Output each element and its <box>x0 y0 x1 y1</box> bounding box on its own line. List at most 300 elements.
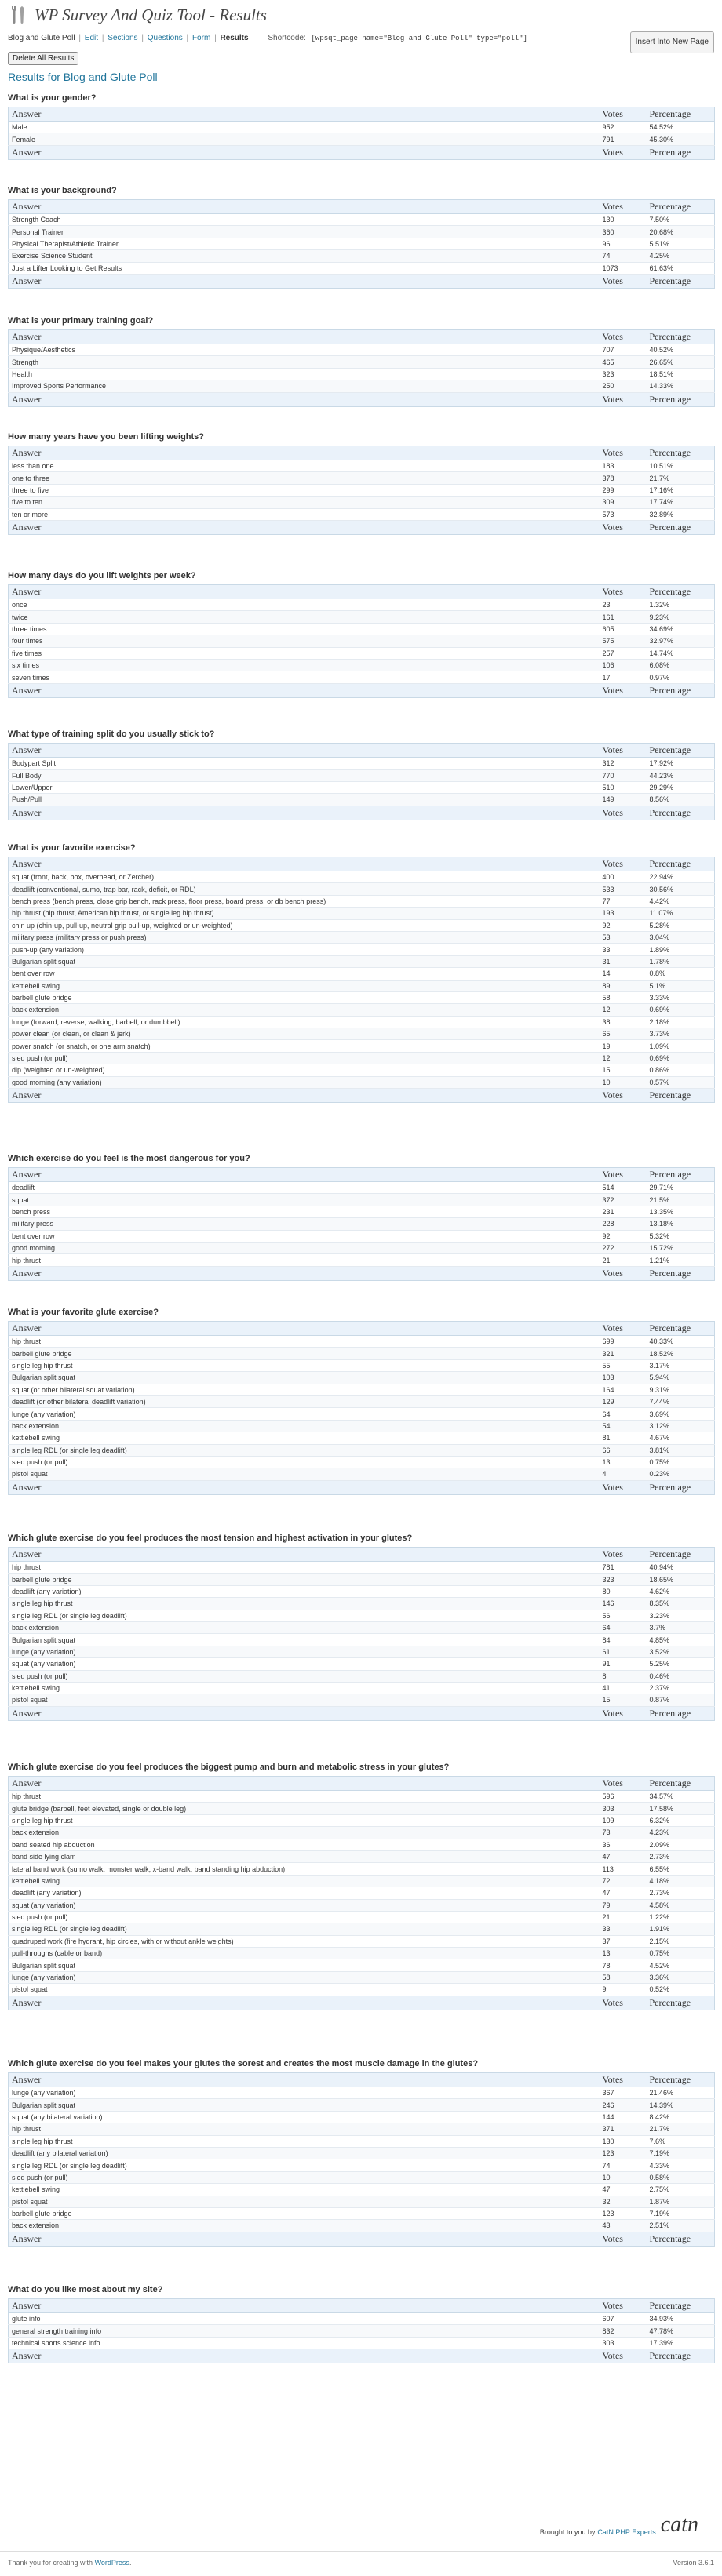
answer-cell: lunge (any variation) <box>9 1408 600 1420</box>
votes-cell: 10 <box>600 2171 647 2183</box>
results-table <box>8 1321 715 1495</box>
table-row <box>9 2325 715 2337</box>
percentage-cell: 5.94% <box>647 1372 715 1384</box>
percentage-cell: 32.89% <box>647 508 715 520</box>
votes-cell: 64 <box>600 1621 647 1633</box>
answer-cell: lunge (any variation) <box>9 1646 600 1657</box>
answer-cell: power clean (or clean, or clean & jerk) <box>9 1028 600 1040</box>
table-row <box>9 1444 715 1456</box>
table-row <box>9 1016 715 1028</box>
percentage-cell: 44.23% <box>647 770 715 781</box>
votes-cell: 9 <box>600 1984 647 1996</box>
column-header-answer: Answer <box>9 107 600 122</box>
answer-cell: Push/Pull <box>9 794 600 806</box>
column-header-percentage: Percentage <box>647 1266 715 1280</box>
question-title: Which glute exercise do you feel produces the most tension and highest activation in your glutes? <box>8 1534 413 1543</box>
table-row <box>9 1911 715 1923</box>
column-header-answer: Answer <box>9 1480 600 1494</box>
answer-cell: kettlebell swing <box>9 1682 600 1694</box>
column-header-answer: Answer <box>9 1168 600 1182</box>
table-row <box>9 781 715 793</box>
question-block <box>8 726 714 820</box>
percentage-cell: 10.51% <box>647 460 715 472</box>
table-row <box>9 794 715 806</box>
percentage-cell: 3.23% <box>647 1610 715 1621</box>
answer-cell: pistol squat <box>9 1694 600 1706</box>
nav-results-current: Results <box>220 34 249 42</box>
percentage-cell: 47.78% <box>647 2325 715 2337</box>
percentage-cell: 3.69% <box>647 1408 715 1420</box>
column-header-answer: Answer <box>9 200 600 214</box>
answer-cell: hip thrust <box>9 1254 600 1266</box>
percentage-cell: 17.16% <box>647 484 715 496</box>
column-header-percentage: Percentage <box>647 1777 715 1791</box>
table-row <box>9 1682 715 1694</box>
percentage-cell: 17.58% <box>647 1803 715 1814</box>
question-block <box>8 1530 714 1721</box>
tools-icon <box>8 4 28 26</box>
votes-cell: 250 <box>600 380 647 392</box>
answer-cell: barbell glute bridge <box>9 1574 600 1585</box>
column-header-percentage: Percentage <box>647 857 715 871</box>
votes-cell: 47 <box>600 1887 647 1899</box>
table-row <box>9 344 715 356</box>
answer-cell: military press <box>9 1218 600 1230</box>
question-title: How many days do you lift weights per week? <box>8 571 196 580</box>
answer-cell: squat <box>9 1194 600 1206</box>
answer-cell: lunge (any variation) <box>9 2087 600 2099</box>
table-row <box>9 758 715 770</box>
percentage-cell: 4.58% <box>647 1899 715 1911</box>
votes-cell: 61 <box>600 1646 647 1657</box>
question-block <box>8 2281 714 2363</box>
percentage-cell: 2.51% <box>647 2220 715 2232</box>
table-row <box>9 1850 715 1862</box>
percentage-cell: 1.32% <box>647 599 715 611</box>
nav-form-link[interactable]: Form <box>191 34 211 42</box>
percentage-cell: 18.52% <box>647 1348 715 1359</box>
percentage-cell: 26.65% <box>647 356 715 368</box>
table-row <box>9 133 715 145</box>
column-header-percentage: Percentage <box>647 1548 715 1562</box>
table-row <box>9 1194 715 1206</box>
column-header-answer: Answer <box>9 520 600 534</box>
votes-cell: 72 <box>600 1875 647 1887</box>
column-header-votes: Votes <box>600 1089 647 1103</box>
table-row <box>9 770 715 781</box>
results-table <box>8 1776 715 2010</box>
answer-cell: one to three <box>9 472 600 484</box>
column-header-votes: Votes <box>600 1777 647 1791</box>
percentage-cell: 2.75% <box>647 2184 715 2196</box>
percentage-cell: 2.18% <box>647 1016 715 1028</box>
question-block <box>8 1150 714 1281</box>
answer-cell: Bulgarian split squat <box>9 955 600 967</box>
votes-cell: 144 <box>600 2111 647 2123</box>
answer-cell: four times <box>9 635 600 647</box>
answer-cell: Personal Trainer <box>9 226 600 238</box>
answer-cell: squat (front, back, box, overhead, or Zercher) <box>9 871 600 883</box>
table-row <box>9 1791 715 1803</box>
answer-cell: single leg RDL (or single leg deadlift) <box>9 1610 600 1621</box>
column-header-votes: Votes <box>600 1706 647 1720</box>
column-header-answer: Answer <box>9 2232 600 2246</box>
admin-footer: Thank you for creating with WordPress. Version 3.6.1 <box>0 2551 722 2576</box>
table-row <box>9 2147 715 2159</box>
votes-cell: 323 <box>600 368 647 380</box>
answer-cell: Bodypart Split <box>9 758 600 770</box>
answer-cell: single leg hip thrust <box>9 1598 600 1610</box>
percentage-cell: 34.93% <box>647 2313 715 2325</box>
table-row <box>9 919 715 931</box>
column-header-votes: Votes <box>600 330 647 344</box>
answer-cell: Physical Therapist/Athletic Trainer <box>9 238 600 249</box>
table-row <box>9 1694 715 1706</box>
answer-cell: Lower/Upper <box>9 781 600 793</box>
votes-cell: 952 <box>600 122 647 133</box>
percentage-cell: 40.94% <box>647 1562 715 1574</box>
percentage-cell: 4.25% <box>647 250 715 262</box>
percentage-cell: 4.23% <box>647 1827 715 1839</box>
column-header-votes: Votes <box>600 1480 647 1494</box>
answer-cell: sled push (or pull) <box>9 1670 600 1682</box>
percentage-cell: 3.81% <box>647 1444 715 1456</box>
percentage-cell: 0.46% <box>647 1670 715 1682</box>
percentage-cell: 0.52% <box>647 1984 715 1996</box>
table-row <box>9 214 715 226</box>
nav-sections-link[interactable]: Sections <box>108 34 138 42</box>
percentage-cell: 15.72% <box>647 1242 715 1253</box>
table-row <box>9 2123 715 2135</box>
table-row <box>9 1004 715 1016</box>
votes-cell: 58 <box>600 1971 647 1983</box>
answer-cell: squat (or other bilateral squat variation) <box>9 1384 600 1395</box>
table-row <box>9 599 715 611</box>
votes-cell: 770 <box>600 770 647 781</box>
table-row <box>9 356 715 368</box>
answer-cell: six times <box>9 659 600 671</box>
table-row <box>9 2171 715 2183</box>
percentage-cell: 34.69% <box>647 623 715 635</box>
table-row <box>9 1562 715 1574</box>
credits-text: Brought to you by <box>539 2528 596 2536</box>
results-table <box>8 107 715 160</box>
percentage-cell: 18.51% <box>647 368 715 380</box>
table-row <box>9 1887 715 1899</box>
answer-cell: single leg RDL (or single leg deadlift) <box>9 1444 600 1456</box>
percentage-cell: 3.52% <box>647 1646 715 1657</box>
percentage-cell: 4.42% <box>647 895 715 907</box>
answer-cell: single leg RDL (or single leg deadlift) <box>9 2159 600 2171</box>
votes-cell: 146 <box>600 1598 647 1610</box>
table-row <box>9 2337 715 2349</box>
percentage-cell: 17.92% <box>647 758 715 770</box>
percentage-cell: 1.78% <box>647 955 715 967</box>
votes-cell: 17 <box>600 671 647 683</box>
column-header-percentage: Percentage <box>647 2299 715 2313</box>
table-row <box>9 262 715 274</box>
page-header <box>8 0 714 30</box>
votes-cell: 73 <box>600 1827 647 1839</box>
percentage-cell: 0.23% <box>647 1468 715 1480</box>
delete-all-results-button[interactable]: Delete All Results <box>8 52 78 65</box>
percentage-cell: 61.63% <box>647 262 715 274</box>
votes-cell: 77 <box>600 895 647 907</box>
percentage-cell: 9.31% <box>647 1384 715 1395</box>
votes-cell: 573 <box>600 508 647 520</box>
answer-cell: band side lying clam <box>9 1850 600 1862</box>
answer-cell: Improved Sports Performance <box>9 380 600 392</box>
votes-cell: 299 <box>600 484 647 496</box>
answer-cell: single leg RDL (or single leg deadlift) <box>9 1923 600 1935</box>
table-row <box>9 1408 715 1420</box>
column-header-answer: Answer <box>9 585 600 599</box>
percentage-cell: 45.30% <box>647 133 715 145</box>
answer-cell: kettlebell swing <box>9 1875 600 1887</box>
column-header-percentage: Percentage <box>647 446 715 460</box>
votes-cell: 58 <box>600 991 647 1003</box>
votes-cell: 323 <box>600 1574 647 1585</box>
answer-cell: five to ten <box>9 497 600 508</box>
question-title: Which exercise do you feel is the most dangerous for you? <box>8 1154 250 1163</box>
votes-cell: 53 <box>600 931 647 943</box>
column-header-votes: Votes <box>600 2299 647 2313</box>
votes-cell: 10 <box>600 1076 647 1088</box>
table-row <box>9 955 715 967</box>
results-table <box>8 2298 715 2363</box>
answer-cell: technical sports science info <box>9 2337 600 2349</box>
percentage-cell: 3.17% <box>647 1359 715 1371</box>
table-row <box>9 1646 715 1657</box>
table-row <box>9 980 715 991</box>
question-title: What is your primary training goal? <box>8 316 154 326</box>
answer-cell: kettlebell swing <box>9 2184 600 2196</box>
question-block <box>8 567 714 698</box>
votes-cell: 257 <box>600 647 647 659</box>
votes-cell: 130 <box>600 214 647 226</box>
votes-cell: 514 <box>600 1182 647 1194</box>
answer-cell: bench press (bench press, close grip bench, rack press, floor press, board press, or db bench press) <box>9 895 600 907</box>
column-header-percentage: Percentage <box>647 1996 715 2010</box>
column-header-percentage: Percentage <box>647 274 715 288</box>
votes-cell: 32 <box>600 2196 647 2207</box>
wordpress-link[interactable]: WordPress <box>94 2559 129 2567</box>
percentage-cell: 4.52% <box>647 1959 715 1971</box>
percentage-cell: 29.71% <box>647 1182 715 1194</box>
nav-edit-link[interactable]: Edit <box>84 34 99 42</box>
column-header-votes: Votes <box>600 145 647 159</box>
answer-cell: single leg hip thrust <box>9 1359 600 1371</box>
nav-questions-link[interactable]: Questions <box>147 34 183 42</box>
percentage-cell: 3.73% <box>647 1028 715 1040</box>
column-header-answer: Answer <box>9 1777 600 1791</box>
votes-cell: 109 <box>600 1814 647 1826</box>
answer-cell: hip thrust <box>9 1562 600 1574</box>
percentage-cell: 14.39% <box>647 2099 715 2111</box>
answer-cell: single leg hip thrust <box>9 1814 600 1826</box>
catn-link[interactable]: CatN PHP Experts <box>597 2528 656 2536</box>
votes-cell: 596 <box>600 1791 647 1803</box>
column-header-percentage: Percentage <box>647 145 715 159</box>
answer-cell: ten or more <box>9 508 600 520</box>
percentage-cell: 8.56% <box>647 794 715 806</box>
column-header-votes: Votes <box>600 744 647 758</box>
table-row <box>9 1634 715 1646</box>
table-row <box>9 1359 715 1371</box>
results-table <box>8 1547 715 1721</box>
answer-cell: Bulgarian split squat <box>9 1372 600 1384</box>
percentage-cell: 0.58% <box>647 2171 715 2183</box>
survey-nav: Blog and Glute Poll | Edit | Sections | Questions | Form | Results Shortcode: [wpsqt_page name="Blog and Glute Poll" type="poll"] Insert Into New Page <box>8 30 714 47</box>
table-row <box>9 1670 715 1682</box>
votes-cell: 78 <box>600 1959 647 1971</box>
table-row <box>9 944 715 955</box>
table-row <box>9 1336 715 1348</box>
votes-cell: 321 <box>600 1348 647 1359</box>
answer-cell: less than one <box>9 460 600 472</box>
votes-cell: 13 <box>600 1948 647 1959</box>
table-row <box>9 1658 715 1670</box>
percentage-cell: 0.69% <box>647 1052 715 1064</box>
votes-cell: 13 <box>600 1456 647 1468</box>
answer-cell: five times <box>9 647 600 659</box>
percentage-cell: 3.12% <box>647 1420 715 1432</box>
answer-cell: push-up (any variation) <box>9 944 600 955</box>
percentage-cell: 8.42% <box>647 2111 715 2123</box>
column-header-votes: Votes <box>600 520 647 534</box>
percentage-cell: 11.07% <box>647 908 715 919</box>
table-row <box>9 1984 715 1996</box>
column-header-answer: Answer <box>9 857 600 871</box>
percentage-cell: 0.75% <box>647 1948 715 1959</box>
question-title: What is your gender? <box>8 93 97 103</box>
answer-cell: sled push (or pull) <box>9 1911 600 1923</box>
column-header-percentage: Percentage <box>647 392 715 406</box>
column-header-answer: Answer <box>9 145 600 159</box>
votes-cell: 113 <box>600 1863 647 1875</box>
answer-cell: single leg hip thrust <box>9 2135 600 2147</box>
percentage-cell: 2.73% <box>647 1850 715 1862</box>
answer-cell: deadlift <box>9 1182 600 1194</box>
version-text: Version 3.6.1 <box>673 2559 714 2567</box>
percentage-cell: 17.74% <box>647 497 715 508</box>
question-title: What is your background? <box>8 186 117 195</box>
answer-cell: glute bridge (barbell, feet elevated, single or double leg) <box>9 1803 600 1814</box>
question-block <box>8 1304 714 1495</box>
table-row <box>9 1076 715 1088</box>
percentage-cell: 21.7% <box>647 2123 715 2135</box>
answer-cell: lunge (forward, reverse, walking, barbell, or dumbbell) <box>9 1016 600 1028</box>
percentage-cell: 14.74% <box>647 647 715 659</box>
column-header-answer: Answer <box>9 446 600 460</box>
answer-cell: bent over row <box>9 1230 600 1242</box>
answer-cell: pistol squat <box>9 1468 600 1480</box>
percentage-cell: 5.28% <box>647 919 715 931</box>
votes-cell: 231 <box>600 1206 647 1217</box>
percentage-cell: 13.18% <box>647 1218 715 1230</box>
table-row <box>9 1875 715 1887</box>
votes-cell: 41 <box>600 1682 647 1694</box>
table-row <box>9 1814 715 1826</box>
table-row <box>9 2220 715 2232</box>
percentage-cell: 0.86% <box>647 1064 715 1076</box>
percentage-cell: 0.8% <box>647 968 715 980</box>
table-row <box>9 497 715 508</box>
votes-cell: 465 <box>600 356 647 368</box>
votes-cell: 372 <box>600 1194 647 1206</box>
table-row <box>9 671 715 683</box>
percentage-cell: 2.15% <box>647 1935 715 1947</box>
percentage-cell: 1.09% <box>647 1040 715 1052</box>
percentage-cell: 4.33% <box>647 2159 715 2171</box>
table-row <box>9 1206 715 1217</box>
percentage-cell: 40.52% <box>647 344 715 356</box>
percentage-cell: 6.08% <box>647 659 715 671</box>
votes-cell: 378 <box>600 472 647 484</box>
percentage-cell: 14.33% <box>647 380 715 392</box>
votes-cell: 37 <box>600 1935 647 1947</box>
percentage-cell: 7.44% <box>647 1395 715 1407</box>
table-row <box>9 2135 715 2147</box>
column-header-answer: Answer <box>9 1548 600 1562</box>
percentage-cell: 21.46% <box>647 2087 715 2099</box>
percentage-cell: 1.21% <box>647 1254 715 1266</box>
question-title: Which glute exercise do you feel produces the biggest pump and burn and metabolic stress in your glutes? <box>8 1763 450 1772</box>
votes-cell: 832 <box>600 2325 647 2337</box>
percentage-cell: 3.7% <box>647 1621 715 1633</box>
votes-cell: 791 <box>600 133 647 145</box>
shortcode-label: Shortcode: <box>268 34 306 42</box>
shortcode-value: [wpsqt_page name="Blog and Glute Poll" type="poll"] <box>311 35 527 42</box>
column-header-percentage: Percentage <box>647 683 715 697</box>
table-row <box>9 122 715 133</box>
percentage-cell: 34.57% <box>647 1791 715 1803</box>
table-row <box>9 1456 715 1468</box>
percentage-cell: 17.39% <box>647 2337 715 2349</box>
insert-into-new-page-button[interactable]: Insert Into New Page <box>630 31 714 53</box>
votes-cell: 47 <box>600 2184 647 2196</box>
table-row <box>9 1468 715 1480</box>
votes-cell: 74 <box>600 2159 647 2171</box>
percentage-cell: 6.55% <box>647 1863 715 1875</box>
column-header-percentage: Percentage <box>647 1089 715 1103</box>
votes-cell: 8 <box>600 1670 647 1682</box>
percentage-cell: 8.35% <box>647 1598 715 1610</box>
votes-cell: 21 <box>600 1254 647 1266</box>
column-header-answer: Answer <box>9 1996 600 2010</box>
votes-cell: 303 <box>600 2337 647 2349</box>
answer-cell: sled push (or pull) <box>9 2171 600 2183</box>
votes-cell: 23 <box>600 599 647 611</box>
votes-cell: 96 <box>600 238 647 249</box>
answer-cell: pistol squat <box>9 1984 600 1996</box>
answer-cell: back extension <box>9 1621 600 1633</box>
table-row <box>9 1971 715 1983</box>
percentage-cell: 0.87% <box>647 1694 715 1706</box>
question-block <box>8 182 714 289</box>
votes-cell: 400 <box>600 871 647 883</box>
table-row <box>9 2207 715 2219</box>
table-row <box>9 226 715 238</box>
column-header-percentage: Percentage <box>647 806 715 820</box>
column-header-votes: Votes <box>600 585 647 599</box>
table-row <box>9 931 715 943</box>
percentage-cell: 3.33% <box>647 991 715 1003</box>
table-row <box>9 250 715 262</box>
answer-cell: dip (weighted or un-weighted) <box>9 1064 600 1076</box>
table-row <box>9 508 715 520</box>
column-header-votes: Votes <box>600 857 647 871</box>
